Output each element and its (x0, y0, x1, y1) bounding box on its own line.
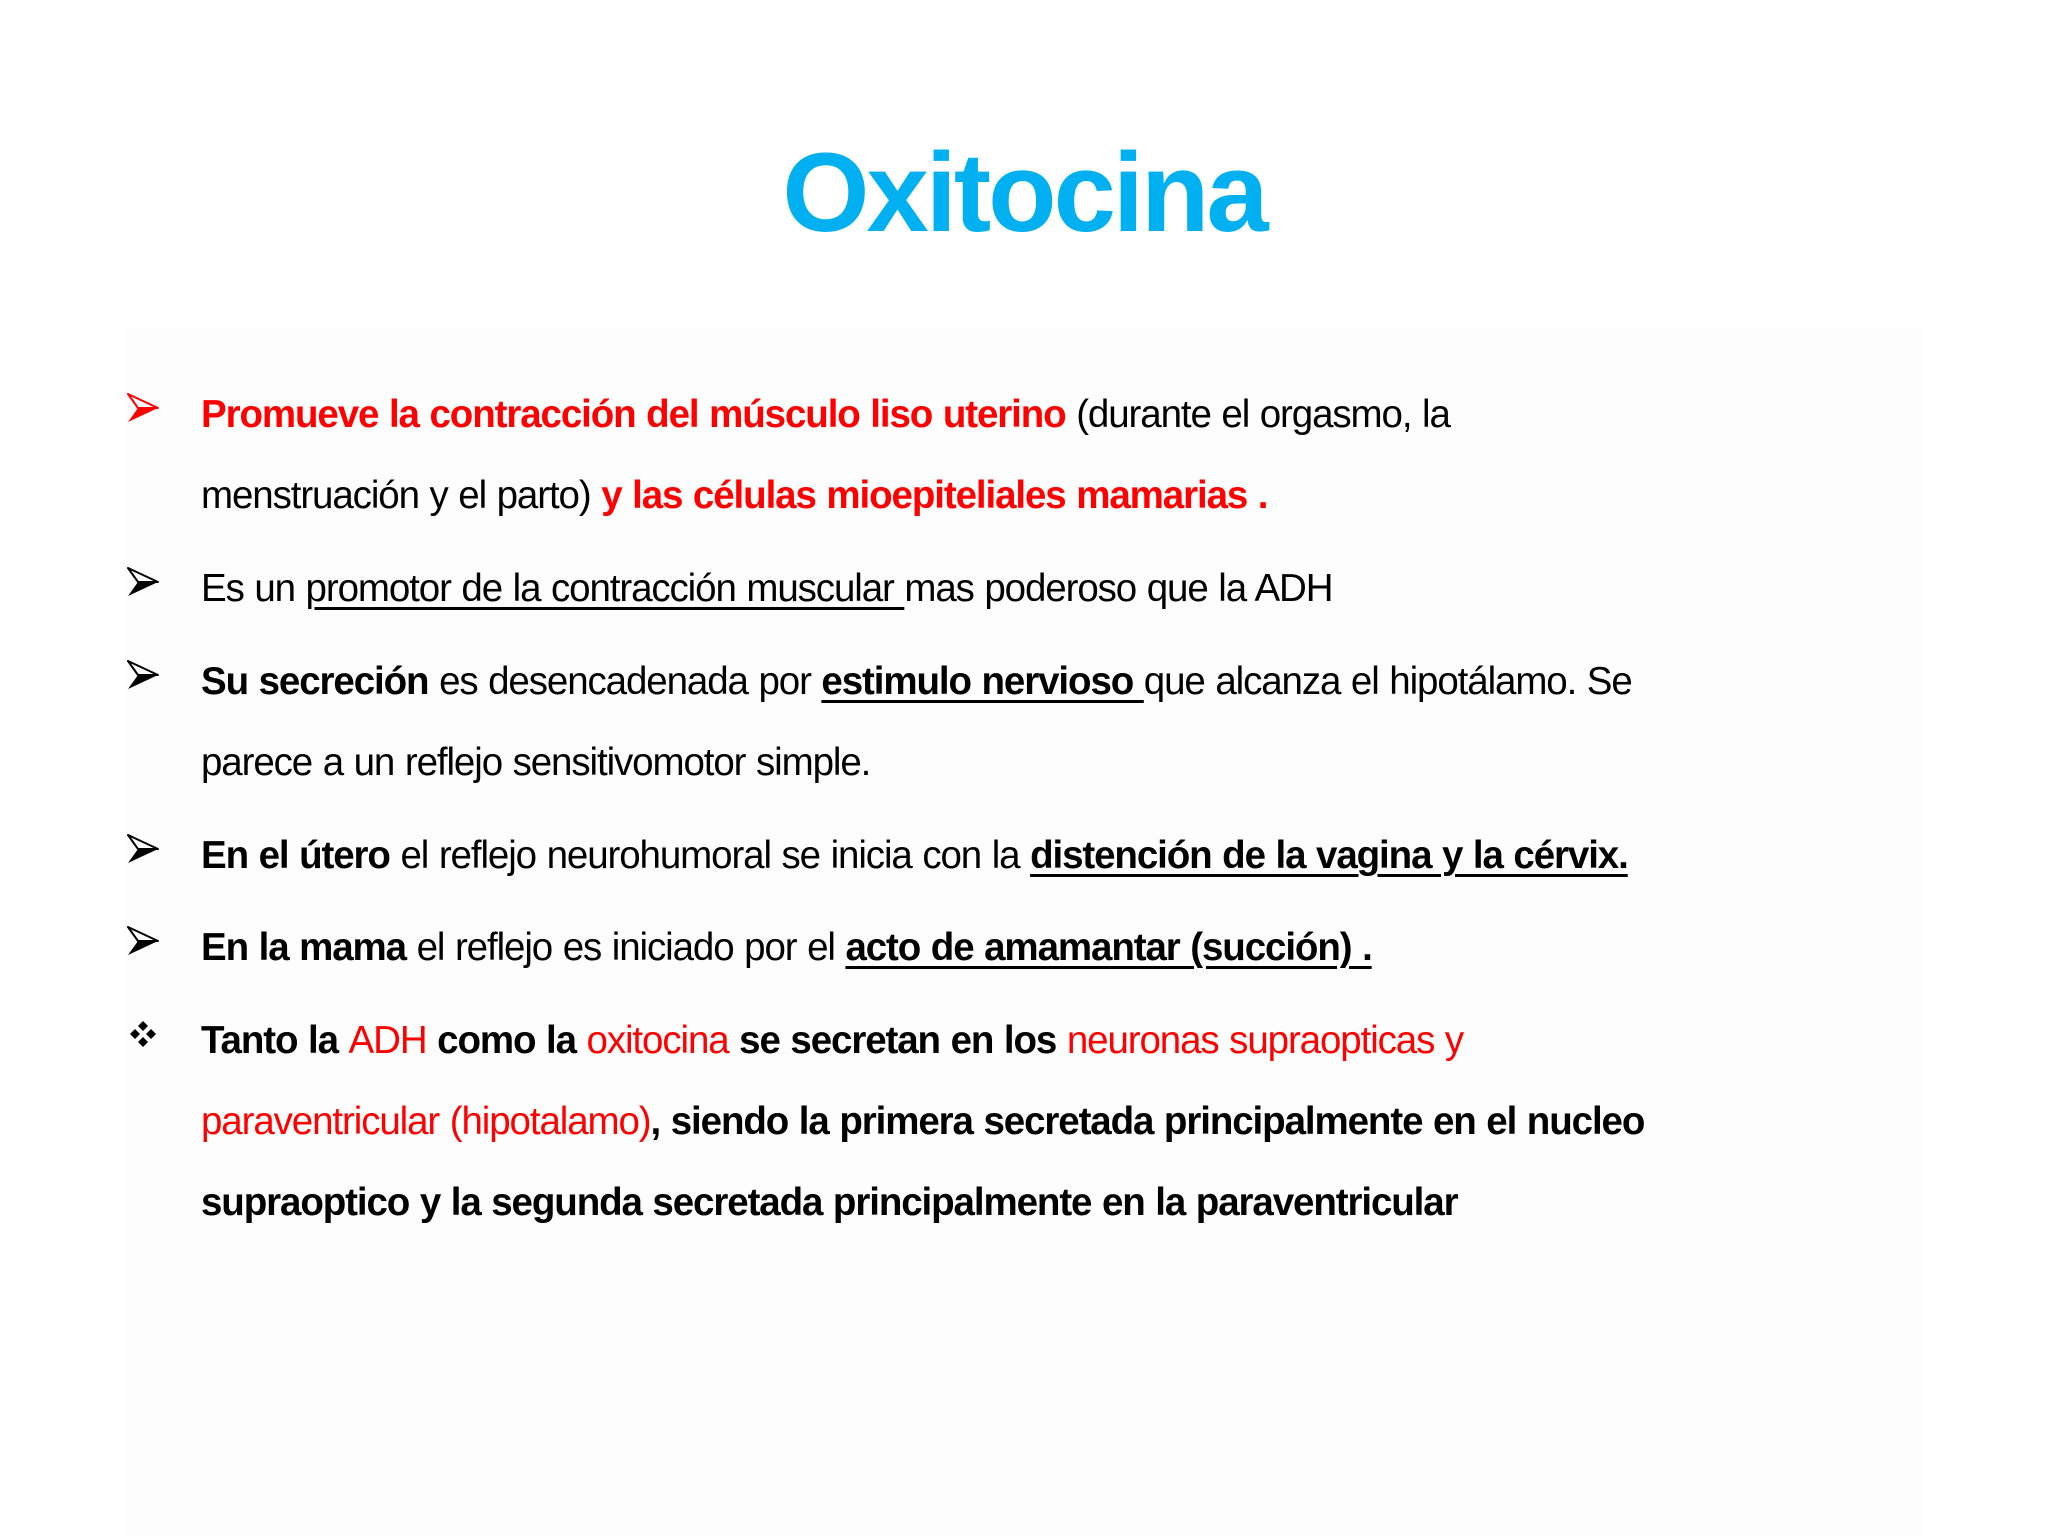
arrow-bullet-icon (126, 393, 160, 423)
text-segment: (durante el orgasmo, la (1065, 393, 1450, 436)
text-segment: parece a un reflejo sensitivomotor simple. (201, 741, 871, 784)
text-segment: promotor de la contracción muscular (305, 567, 905, 610)
text-segment: el reflejo es iniciado por el (406, 926, 846, 969)
bullet-line (201, 722, 1941, 803)
text-segment: , siendo la primera secretada principalmente en el nucleo (650, 1100, 1645, 1143)
bullet-line (201, 1162, 1941, 1243)
bullet-text (201, 1000, 1941, 1243)
text-segment: distención de la vagina y la cérvix. (1030, 834, 1628, 877)
text-segment: paraventricular (hipotalamo) (201, 1100, 651, 1143)
text-segment: que alcanza el hipotálamo. Se (1143, 660, 1632, 703)
arrow-bullet-icon (126, 660, 160, 690)
slide-title: Oxitocina (782, 130, 1266, 255)
bullet-line (201, 1081, 1941, 1162)
text-segment: mas poderoso que la ADH (904, 567, 1333, 610)
text-segment: En el útero (201, 834, 390, 877)
text-segment: es desencadenada por (428, 660, 822, 703)
text-segment: y las células mioepiteliales mamarias . (601, 474, 1268, 517)
four-diamond-bullet-icon (126, 1020, 160, 1050)
text-segment: menstruación y el parto) (201, 474, 602, 517)
text-segment: estimulo nervioso (821, 660, 1144, 703)
bullet-text (201, 641, 1941, 803)
text-segment: el reflejo neurohumoral se inicia con la (389, 834, 1031, 877)
text-segment: oxitocina (586, 1019, 729, 1062)
bullet-line (201, 1000, 1941, 1081)
bullet-text (201, 374, 1941, 536)
text-segment: neuronas supraopticas y (1066, 1019, 1464, 1062)
bullet-text (201, 548, 1941, 629)
bullet-line (201, 907, 1941, 988)
bullet-text (201, 815, 1941, 896)
bullet-text (201, 907, 1941, 988)
bullet-line (201, 641, 1941, 722)
text-segment: Tanto la (201, 1019, 349, 1062)
text-segment: ADH (348, 1019, 427, 1062)
bullet-line (201, 374, 1941, 455)
text-segment: Es un (201, 567, 306, 610)
arrow-bullet-icon (126, 834, 160, 864)
arrow-bullet-icon (126, 926, 160, 956)
bullet-line (201, 815, 1941, 896)
text-segment: Su secreción (201, 660, 429, 703)
bullet-line (201, 548, 1941, 629)
arrow-bullet-icon (126, 567, 160, 597)
bullet-line (201, 455, 1941, 536)
text-segment: En la mama (201, 926, 406, 969)
text-segment: acto de amamantar (succión) . (845, 926, 1372, 969)
text-segment: se secretan en los (728, 1019, 1067, 1062)
text-segment: supraoptico y la segunda secretada principalmente en la paraventricular (201, 1181, 1458, 1224)
text-segment: como la (426, 1019, 587, 1062)
text-segment: Promueve la contracción del músculo liso uterino (201, 393, 1066, 436)
